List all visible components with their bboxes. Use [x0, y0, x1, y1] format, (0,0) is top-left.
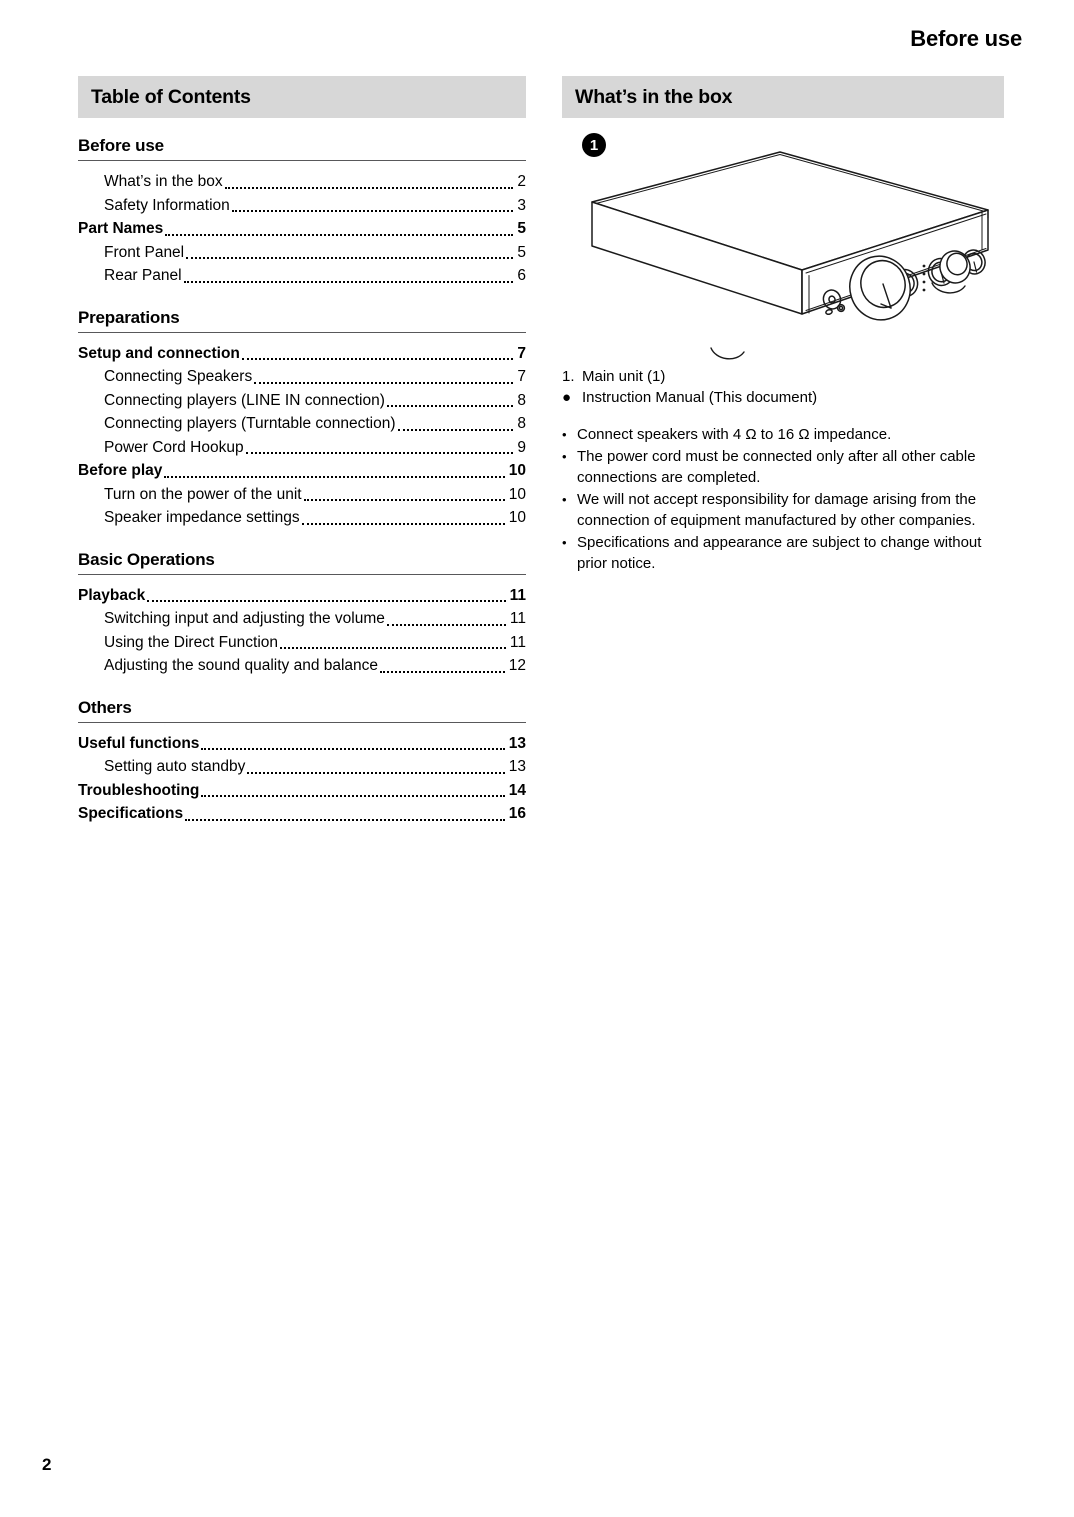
- toc-group-title: Preparations: [78, 307, 180, 327]
- page-number: 2: [42, 1455, 52, 1474]
- toc-entry-page-number: 10: [508, 485, 526, 503]
- toc-entry-page-number: 9: [517, 438, 526, 456]
- list-bullet-icon: ●: [562, 389, 572, 406]
- box-notes-list: [562, 424, 1004, 575]
- whats-in-the-box-title: What’s in the box: [575, 85, 733, 108]
- box-contents-item: [562, 387, 1004, 408]
- toc-entry-page-number: 8: [517, 391, 526, 409]
- toc-entry[interactable]: [78, 506, 526, 530]
- toc-entry-label: Power Cord Hookup: [104, 438, 244, 456]
- toc-entry[interactable]: [78, 584, 526, 608]
- box-note-text: Connect speakers with 4 Ω to 16 Ω impedance.: [577, 426, 892, 443]
- toc-entry[interactable]: [78, 217, 526, 241]
- toc-entry-page-number: 2: [517, 173, 526, 190]
- toc-entry-page-number: 10: [508, 462, 526, 479]
- toc-leader-dots: [164, 475, 504, 478]
- toc-entry[interactable]: [78, 779, 526, 803]
- toc-leader-dots: [380, 670, 505, 673]
- toc-group: [78, 136, 526, 288]
- toc-entry-page-number: 13: [508, 734, 526, 752]
- toc-entry-label: Connecting Speakers: [104, 368, 253, 385]
- toc-entry-page-number: 13: [508, 758, 526, 775]
- toc-entry[interactable]: [78, 607, 526, 631]
- toc-leader-dots: [232, 209, 514, 212]
- table-of-contents-column: [78, 76, 526, 826]
- toc-entry-label: Using the Direct Function: [104, 633, 279, 651]
- toc-entry-page-number: 5: [517, 220, 526, 237]
- toc-group: [78, 550, 526, 678]
- box-contents-item-text: Main unit (1): [582, 368, 666, 385]
- toc-entry-label: Connecting players (Turntable connection): [104, 415, 396, 432]
- note-bullet-icon: •: [562, 491, 567, 507]
- note-bullet-icon: •: [562, 534, 567, 550]
- toc-entry[interactable]: [78, 654, 526, 678]
- toc-entry[interactable]: [78, 194, 526, 218]
- toc-entry[interactable]: [78, 802, 526, 826]
- toc-entry-label: Speaker impedance settings: [104, 509, 300, 526]
- toc-entry[interactable]: [78, 436, 526, 460]
- toc-entry[interactable]: [78, 459, 526, 483]
- toc-entry-label: Part Names: [78, 220, 164, 237]
- toc-entry-label: Safety Information: [104, 196, 230, 214]
- toc-entry[interactable]: [78, 241, 526, 265]
- box-note-item: [562, 489, 1004, 532]
- note-bullet-icon: •: [562, 427, 567, 442]
- toc-entry-page-number: 6: [517, 267, 526, 284]
- running-header-title: Before use: [910, 26, 1022, 51]
- box-note-text: Specifications and appearance are subject to change without prior notice.: [577, 533, 982, 572]
- box-note-text: We will not accept responsibility for damage arising from the connection of equipment manufactured by other companies.: [577, 490, 977, 529]
- toc-group-rule: [78, 332, 526, 333]
- toc-leader-dots: [201, 747, 504, 750]
- toc-entry[interactable]: [78, 342, 526, 366]
- toc-entry-label: What’s in the box: [104, 173, 223, 190]
- toc-leader-dots: [398, 428, 514, 431]
- toc-entry-page-number: 3: [517, 196, 526, 214]
- toc-entry-label: Specifications: [78, 805, 184, 822]
- toc-group-rule: [78, 574, 526, 575]
- toc-entry-page-number: 14: [508, 781, 526, 799]
- toc-leader-dots: [186, 256, 513, 259]
- box-note-item: [562, 446, 1004, 489]
- toc-leader-dots: [387, 623, 506, 626]
- toc-entry-page-number: 8: [517, 415, 526, 432]
- toc-leader-dots: [225, 186, 514, 189]
- toc-entry-page-number: 7: [517, 344, 526, 362]
- toc-entry-label: Useful functions: [78, 734, 200, 752]
- amplifier-feet-icon: [580, 160, 1000, 390]
- list-number-marker: 1.: [562, 368, 575, 385]
- toc-entry-page-number: 11: [509, 633, 526, 651]
- toc-leader-dots: [246, 451, 514, 454]
- whats-in-the-box-band: [562, 76, 1004, 118]
- table-of-contents-groups: [78, 136, 526, 826]
- toc-entry-label: Rear Panel: [104, 267, 182, 284]
- toc-leader-dots: [242, 357, 513, 360]
- toc-leader-dots: [185, 818, 505, 821]
- toc-entry-page-number: 11: [509, 610, 526, 627]
- toc-entry[interactable]: [78, 170, 526, 194]
- table-of-contents-title: Table of Contents: [91, 85, 251, 108]
- toc-entry-page-number: 5: [517, 243, 526, 261]
- toc-entry[interactable]: [78, 264, 526, 288]
- toc-entry[interactable]: [78, 412, 526, 436]
- toc-leader-dots: [387, 404, 514, 407]
- toc-leader-dots: [280, 646, 506, 649]
- toc-entry[interactable]: [78, 631, 526, 655]
- table-of-contents-band: [78, 76, 526, 118]
- toc-entry-label: Troubleshooting: [78, 781, 200, 799]
- toc-entry-page-number: 11: [509, 586, 526, 604]
- toc-group-title: Before use: [78, 136, 164, 155]
- toc-entry-label: Playback: [78, 586, 146, 604]
- toc-entry-label: Adjusting the sound quality and balance: [104, 657, 379, 674]
- toc-entry[interactable]: [78, 483, 526, 507]
- toc-group: [78, 308, 526, 530]
- toc-entry-label: Turn on the power of the unit: [104, 485, 302, 503]
- toc-entry-page-number: 16: [508, 805, 526, 822]
- toc-leader-dots: [165, 233, 513, 236]
- toc-entry[interactable]: [78, 732, 526, 756]
- toc-entry-page-number: 7: [517, 368, 526, 385]
- toc-entry[interactable]: [78, 389, 526, 413]
- toc-leader-dots: [304, 498, 505, 501]
- toc-entry-page-number: 10: [508, 509, 526, 526]
- box-note-text: The power cord must be connected only after all other cable connections are completed.: [577, 447, 976, 486]
- toc-entry-label: Setting auto standby: [104, 758, 246, 775]
- toc-entry-label: Front Panel: [104, 243, 185, 261]
- toc-leader-dots: [201, 794, 504, 797]
- toc-entry-label: Switching input and adjusting the volume: [104, 610, 385, 627]
- toc-entry-label: Connecting players (LINE IN connection): [104, 391, 385, 409]
- toc-group-rule: [78, 160, 526, 161]
- box-note-item: [562, 532, 1004, 575]
- box-contents-item-text: Instruction Manual (This document): [582, 389, 818, 406]
- toc-group-title: Basic Operations: [78, 549, 215, 569]
- toc-entry-label: Before play: [78, 462, 163, 479]
- toc-group: [78, 698, 526, 826]
- toc-entry-label: Setup and connection: [78, 344, 240, 362]
- toc-group-title: Others: [78, 697, 132, 717]
- toc-entry-page-number: 12: [508, 657, 526, 674]
- toc-leader-dots: [254, 381, 513, 384]
- toc-entry[interactable]: [78, 755, 526, 779]
- callout-number-badge-icon: 1: [582, 133, 606, 157]
- toc-entry[interactable]: [78, 365, 526, 389]
- toc-leader-dots: [302, 522, 505, 525]
- toc-group-rule: [78, 722, 526, 723]
- toc-leader-dots: [147, 599, 505, 602]
- toc-leader-dots: [184, 280, 514, 283]
- box-note-item: [562, 424, 1004, 446]
- toc-leader-dots: [247, 771, 504, 774]
- note-bullet-icon: •: [562, 448, 567, 464]
